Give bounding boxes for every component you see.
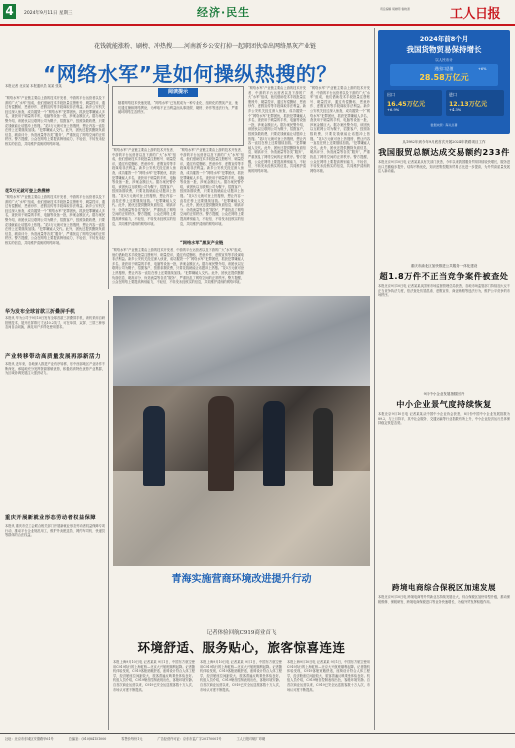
trade-export-label: 出口 <box>387 92 395 97</box>
right-article-4-body: 本报北京9月10日电 跨境电商等外贸新业态持续发展壮大，综合保税区加快转型升级，推动保税维修、保税研发、跨境电商保税进口等业务快速增长，为稳外贸发挥积极作用。 <box>378 595 510 604</box>
right-article-4 <box>378 582 510 730</box>
footer-phone: 总编室：(010)84151000 <box>68 737 107 741</box>
section-title: 经济·民生 <box>197 6 251 19</box>
divider <box>108 84 109 289</box>
divider <box>108 300 109 730</box>
trade-export-box <box>384 90 442 116</box>
photo-ceiling <box>113 296 370 386</box>
footer-license: 广告经营许可证：京东市监广字20170001号 <box>157 737 222 741</box>
footer <box>5 736 510 746</box>
left-article-1-title: 华为发布全球首款三折叠屏手机 <box>5 309 76 315</box>
trade-headline: 我国货物贸易保持增长 <box>406 45 482 54</box>
lead-body-col1b: “网络水军”产业链主要由上游的技术开发者、中游的平台运营者以及下游的广大“水军”组成，他们借助技术手段批量注册账号、刷量控评，通过有偿删帖、恶意炒作、虚假宣传等手段谋取非法利益。新乡公安机关经过深入侦查，成功摧毁一个“网络水军”犯罪团伙，抓获犯罪嫌疑人多名，查获用于刷量的手机、电脑等设备一批，涉案金额巨大。据办案民警介绍，该团伙以互联网公司为幌子，招揽客户，按照条数收费，只要花钱就能让话题冲上热搜。“花5万元就可登上热搜榜，想让内容一直挂在榜上还要继续加钱。”犯罪嫌疑人交代。此外，团伙还提供删除负面信息、刷高评分、伪造流量等各类“服务”，严重扰乱了网络空间的正常秩序。警方提醒，公众在网络上要提高辨别能力，不轻信、不转发未经核实的信息，共同维护清朗的网络环境。 <box>5 195 105 245</box>
footer-address: 社址：北京市东城区安德路甲61号 <box>5 737 54 741</box>
right-article-2-body: 本报北京9月10日电 记者某某从国家市场监督管理总局获悉，各地市场监管部门持续加大反不正当竞争执法力度，依法查处仿冒混淆、虚假宣传、商业贿赂等违法行为，维护公平竞争的市场秩序。 <box>378 284 510 298</box>
trade-export-value: 16.45万亿元 <box>387 101 426 108</box>
right-article-2-title: 超1.8万件不正当竞争案件被查处 <box>379 271 509 281</box>
right-article-2 <box>378 264 510 389</box>
footer-printer: 工人日报印刷厂印刷 <box>236 737 266 741</box>
date-line: 2024年9月11日 星期三 <box>24 11 73 16</box>
photo-figure <box>143 406 165 486</box>
left-article-3-title: 重庆开展新就业形态劳动者权益保障 <box>5 515 97 521</box>
trade-import-box <box>446 90 504 116</box>
left-article-3 <box>5 514 105 730</box>
photo-figure <box>263 401 285 486</box>
page-number-badge: 4 <box>3 4 16 19</box>
divider <box>374 28 375 730</box>
trade-import-growth: +4.3% <box>449 108 462 112</box>
feature-body-col2: 本报上海9月10日电 记者某某 9月1日，中国东方航空使用C919执行的上海虹桥—北京大兴航班顺利起降。记者随机体验发现，C919客舱宽敞舒适，座椅设计符合人体工程学，经济舱座位间距较大，旅客普遍反映乘坐体验良好。机组人员介绍，C919噪音控制表现出色，客舱环境安静。自首次商业运营以来，C919已安全运送旅客数十万人次，市场认可度不断提高。 <box>200 660 282 692</box>
summary-text: 随着网络技术快速发展，“网络水军”已发展成为一种专业化、组织化的黑灰产业，他们通过操纵网络舆论，为牟取不正当利益而从事造假、刷榜、炒作等违法行为，严重破坏网络生态秩序。 <box>118 101 238 115</box>
feature-body-col3: 本报上海9月10日电 记者某某 9月1日，中国东方航空使用C919执行的上海虹桥—北京大兴航班顺利起降。记者随机体验发现，C919客舱宽敞舒适，座椅设计符合人体工程学，经济舱座位间距较大，旅客普遍反映乘坐体验良好。机组人员介绍，C919噪音控制表现出色，客舱环境安静。自首次商业运营以来，C919已安全运送旅客数十万人次，市场认可度不断提高。 <box>287 660 370 692</box>
photo-figure <box>313 408 333 486</box>
trade-top-line: 2024年前8个月 <box>419 35 469 43</box>
right-article-3 <box>378 392 510 517</box>
trade-import-value: 12.13万亿元 <box>449 101 488 108</box>
lead-title: “网络水军”是如何操纵热搜的？ <box>43 62 337 86</box>
masthead-rule <box>0 24 515 26</box>
right-article-1-intro: 从1982年到今年9月底首次开展2024年铁路项目工作 <box>402 140 486 144</box>
trade-infographic <box>378 30 510 134</box>
lead-body-col2b: “网络水军”产业链主要由上游的技术开发者、中游的平台运营者以及下游的广大“水军”组成，他们借助技术手段批量注册账号、刷量控评，通过有偿删帖、恶意炒作、虚假宣传等手段谋取非法利益。新乡公安机关经过深入侦查，成功摧毁一个“网络水军”犯罪团伙，抓获犯罪嫌疑人多名，查获用于刷量的手机、电脑等设备一批，涉案金额巨大。据办案民警介绍，该团伙以互联网公司为幌子，招揽客户，按照条数收费，只要花钱就能让话题冲上热搜。“花5万元就可登上热搜榜，想让内容一直挂在榜上还要继续加钱。”犯罪嫌疑人交代。此外，团伙还提供删除负面信息、刷高评分、伪造流量等各类“服务”，严重扰乱了网络空间的正常秩序。警方提醒，公众在网络上要提高辨别能力，不轻信、不转发未经核实的信息，共同维护清朗的网络环境。 <box>112 248 244 285</box>
editor-line: 责任编辑 胡晓明 鲁晓清 <box>380 7 410 11</box>
trade-import-label: 进口 <box>449 92 457 97</box>
summary-box <box>112 86 244 146</box>
lead-body-col4: “网络水军”产业链主要由上游的技术开发者、中游的平台运营者以及下游的广大“水军”组成，他们借助技术手段批量注册账号、刷量控评，通过有偿删帖、恶意炒作、虚假宣传等手段谋取非法利益。新乡公安机关经过深入侦查，成功摧毁一个“网络水军”犯罪团伙，抓获犯罪嫌疑人多名，查获用于刷量的手机、电脑等设备一批，涉案金额巨大。据办案民警介绍，该团伙以互联网公司为幌子，招揽客户，按照条数收费，只要花钱就能让话题冲上热搜。“花5万元就可登上热搜榜，想让内容一直挂在榜上还要继续加钱。”犯罪嫌疑人交代。此外，团伙还提供删除负面信息、刷高评分、伪造流量等各类“服务”，严重扰乱了网络空间的正常秩序。警方提醒，公众在网络上要提高辨别能力，不轻信、不转发未经核实的信息，共同维护清朗的网络环境。 <box>248 86 306 173</box>
lead-body-col5: “网络水军”产业链主要由上游的技术开发者、中游的平台运营者以及下游的广大“水军”组成，他们借助技术手段批量注册账号、刷量控评，通过有偿删帖、恶意炒作、虚假宣传等手段谋取非法利益。新乡公安机关经过深入侦查，成功摧毁一个“网络水军”犯罪团伙，抓获犯罪嫌疑人多名，查获用于刷量的手机、电脑等设备一批，涉案金额巨大。据办案民警介绍，该团伙以互联网公司为幌子，招揽客户，按照条数收费，只要花钱就能让话题冲上热搜。“花5万元就可登上热搜榜，想让内容一直挂在榜上还要继续加钱。”犯罪嫌疑人交代。此外，团伙还提供删除负面信息、刷高评分、伪造流量等各类“服务”，严重扰乱了网络空间的正常秩序。警方提醒，公众在网络上要提高辨别能力，不轻信、不转发未经核实的信息，共同维护清朗的网络环境。 <box>310 86 370 173</box>
trade-sub: 以人民币计 <box>435 58 453 62</box>
trade-export-growth: +6.9% <box>387 108 400 112</box>
right-article-4-title: 跨境电商综合保税区加速发展 <box>392 583 496 592</box>
lead-kicker: 花钱就能涨粉、刷榜、冲热搜……河南新乡公安打掉一起职团伙牵出网络黑灰产业链 <box>93 43 316 50</box>
footer-price: 零售价每份1元 <box>121 737 143 741</box>
left-article-2 <box>5 352 105 510</box>
trade-total-value: 28.58万亿元 <box>419 73 469 82</box>
left-article-3-body: 本报讯 重庆市总工会联合相关部门开展新就业形态劳动者权益保障专项行动，推动平台企业规范用工，维护外卖配送员、网约车司机、快递员等群体的合法权益。 <box>5 524 105 538</box>
feature-title: 环境舒适、服务贴心，旅客惊喜连连 <box>137 640 346 655</box>
lead-byline: 本报记者 北京某 本报通讯员 某某 张某 <box>5 84 62 88</box>
photo-caption: 青海实施营商环境改进提升行动 <box>171 574 312 585</box>
right-article-3-intro: 9月中小企业发展指数回升 <box>423 392 465 396</box>
right-article-1-body: 本报北京9月10日电 记者某某从有关部门获悉，今年以来我国服务贸易持续较快增长，服务进出口总额稳步提升，结构不断优化，知识密集型服务贸易占比进一步提高，为外贸高质量发展注入新动能。 <box>378 160 510 174</box>
lead-body-col3: “网络水军”产业链主要由上游的技术开发者、中游的平台运营者以及下游的广大“水军”组成，他们借助技术手段批量注册账号、刷量控评，通过有偿删帖、恶意炒作、虚假宣传等手段谋取非法利益。新乡公安机关经过深入侦查，成功摧毁一个“网络水军”犯罪团伙，抓获犯罪嫌疑人多名，查获用于刷量的手机、电脑等设备一批，涉案金额巨大。据办案民警介绍，该团伙以互联网公司为幌子，招揽客户，按照条数收费，只要花钱就能让话题冲上热搜。“花5万元就可登上热搜榜，想让内容一直挂在榜上还要继续加钱。”犯罪嫌疑人交代。此外，团伙还提供删除负面信息、刷高评分、伪造流量等各类“服务”，严重扰乱了网络空间的正常秩序。警方提醒，公众在网络上要提高辨别能力，不轻信、不转发未经核实的信息，共同维护清朗的网络环境。 <box>180 148 244 226</box>
feature-kicker: 记者体验回航C919商业首飞 <box>206 630 277 636</box>
main-photo <box>113 296 370 566</box>
left-article-1-body: 本报讯 华为公司于9月10日发布全球首款三折叠屏手机，该机采用自研铰链技术，展开后屏幕尺寸达10.2英寸，可在单屏、双屏、三屏三种形态间自由切换，满足用户多样化使用需求。 <box>5 316 105 330</box>
trade-source: 数据来源：海关总署 <box>430 123 458 127</box>
right-article-1 <box>378 140 510 260</box>
lead-body-col2: “网络水军”产业链主要由上游的技术开发者、中游的平台运营者以及下游的广大“水军”组成，他们借助技术手段批量注册账号、刷量控评，通过有偿删帖、恶意炒作、虚假宣传等手段谋取非法利益。新乡公安机关经过深入侦查，成功摧毁一个“网络水军”犯罪团伙，抓获犯罪嫌疑人多名，查获用于刷量的手机、电脑等设备一批，涉案金额巨大。据办案民警介绍，该团伙以互联网公司为幌子，招揽客户，按照条数收费，只要花钱就能让话题冲上热搜。“花5万元就可登上热搜榜，想让内容一直挂在榜上还要继续加钱。”犯罪嫌疑人交代。此外，团伙还提供删除负面信息、刷高评分、伪造流量等各类“服务”，严重扰乱了网络空间的正常秩序。警方提醒，公众在网络上要提高辨别能力，不轻信、不转发未经核实的信息，共同维护清朗的网络环境。 <box>112 148 176 226</box>
summary-label: 阅读提示 <box>158 88 198 97</box>
left-article-2-title: 产业转移带动高质量发展再添新活力 <box>5 354 102 360</box>
masthead <box>0 0 515 24</box>
trade-total-growth: +6% <box>478 67 487 71</box>
lead-body-col1: “网络水军”产业链主要由上游的技术开发者、中游的平台运营者以及下游的广大“水军”组成，他们借助技术手段批量注册账号、刷量控评，通过有偿删帖、恶意炒作、虚假宣传等手段谋取非法利益。新乡公安机关经过深入侦查，成功摧毁一个“网络水军”犯罪团伙，抓获犯罪嫌疑人多名，查获用于刷量的手机、电脑等设备一批，涉案金额巨大。据办案民警介绍，该团伙以互联网公司为幌子，招揽客户，按照条数收费，只要花钱就能让话题冲上热搜。“花5万元就可登上热搜榜，想让内容一直挂在榜上还要继续加钱。”犯罪嫌疑人交代。此外，团伙还提供删除负面信息、刷高评分、伪造流量等各类“服务”，严重扰乱了网络空间的正常秩序。警方提醒，公众在网络上要提高辨别能力，不轻信、不转发未经核实的信息，共同维护清朗的网络环境。 <box>5 96 105 146</box>
left-article-1 <box>5 308 105 348</box>
photo-figure <box>208 396 234 491</box>
left-article-2-body: 本报讯 近年来，各地深入推进产业有序转移，东中西部地区产业协作不断深化，承接地充分发挥资源禀赋优势，积极培育特色优势产业集群，为区域协调发展注入强劲动力。 <box>5 362 105 376</box>
right-article-1-title: 我国服贸总额达成交易额约233件 <box>378 147 510 157</box>
newspaper-logo: 工人日报 <box>450 7 501 22</box>
feature-body-col1: 本报上海9月10日电 记者某某 9月1日，中国东方航空使用C919执行的上海虹桥—北京大兴航班顺利起降。记者随机体验发现，C919客舱宽敞舒适，座椅设计符合人体工程学，经济舱座位间距较大，旅客普遍反映乘坐体验良好。机组人员介绍，C919噪音控制表现出色，客舱环境安静。自首次商业运营以来，C919已安全运送旅客数十万人次，市场认可度不断提高。 <box>113 660 195 692</box>
right-article-3-title: 中小企业景气度持续恢复 <box>396 399 492 409</box>
right-article-2-intro: 重庆市渝北区加快推进公共服务一体化建设 <box>410 264 478 268</box>
right-article-3-body: 本报北京9月10日电 记者某某从中国中小企业协会获悉，8月份中国中小企业发展指数为89.2，与上月持平，其中社会服务、交通运输等行业指数有所上升，中小企业经济运行总体保持稳定恢复态势。 <box>378 412 510 426</box>
footer-rule <box>0 733 515 734</box>
lead-subhead-2: “网络水军”黑灰产业链 <box>180 240 224 245</box>
lead-subhead-1: 花5万元就可登上热搜榜 <box>5 188 50 193</box>
trade-total-label: 进出口总值 <box>434 66 454 71</box>
